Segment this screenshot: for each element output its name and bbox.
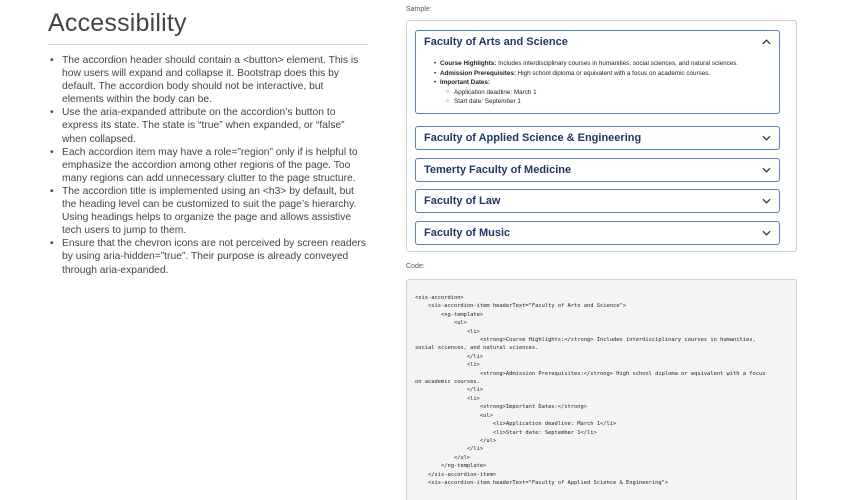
- page-title: Accessibility: [48, 8, 368, 45]
- accordion-header-button[interactable]: [416, 190, 779, 212]
- accordion-title: Temerty Faculty of Medicine: [424, 164, 572, 176]
- list-item: ○ Start date: September 1: [454, 97, 771, 107]
- list-item: • Ensure that the chevron icons are not perceived by screen readers by using aria-hidden=”true”. Their purpose is already conveyed through aria-expanded.: [62, 237, 368, 276]
- chevron-up-icon: [761, 37, 771, 47]
- accordion-title: Faculty of Applied Science & Engineering: [424, 132, 642, 144]
- accordion-title: Faculty of Arts and Science: [424, 36, 568, 48]
- accordion-header-button[interactable]: [416, 159, 779, 181]
- accordion-title: Faculty of Music: [424, 227, 511, 239]
- list-item: • Each accordion item may have a role=”region” only if is helpful to emphasize the accordion among other regions of the page. Too many regions can add unnecessary clutter to the page structure.: [62, 146, 368, 185]
- list-item: • Course Highlights: Includes interdisciplinary courses in humanities, social sciences, and natural sciences.: [440, 59, 771, 69]
- code-label: Code:: [406, 263, 425, 270]
- accordion-item-arts-science: [415, 30, 780, 114]
- chevron-down-icon: [761, 165, 771, 175]
- accordion-title: Faculty of Law: [424, 195, 501, 207]
- list-item: • The accordion header should contain a <button> element. This is how users will expand and collapse it. Bootstrap does this by default. The accordion body should not be interactive, but elements within the body can be.: [62, 54, 368, 106]
- accordion-item-law: [415, 189, 780, 213]
- list-item: • Admission Prerequisites: High school diploma or equivalent with a focus on academic courses.: [440, 69, 771, 79]
- accordion-header-button[interactable]: [416, 31, 779, 53]
- chevron-down-icon: [761, 196, 771, 206]
- sample-label: Sample:: [406, 6, 432, 13]
- accessibility-list: [48, 54, 368, 277]
- accordion-item-applied-science: [415, 126, 780, 150]
- accordion-body: [416, 53, 779, 113]
- list-item: • Use the aria-expanded attribute on the accordion’s button to express its state. The state is “true” when expanded, or “false” when collapsed.: [62, 106, 368, 145]
- chevron-down-icon: [761, 133, 771, 143]
- accordion-header-button[interactable]: [416, 222, 779, 244]
- accordion-header-button[interactable]: [416, 127, 779, 149]
- chevron-down-icon: [761, 228, 771, 238]
- code-text: <sis-accordion> <sis-accordion-item headerText="Faculty of Arts and Science"> <ng-template> <ul> <li> <strong>Course Highlights:</strong> Includes interdisciplinary courses in humanities, social sciences, and natural sciences. </li> <li> <strong>Admission Prerequisites:</strong> High school diploma or equivalent with a focus on academic courses. </li> <li> <strong>Important Dates:</strong> <ul> <li>Application deadline: March 1</li> <li>Start date: September 1</li> </ul> </li> </ul> </ng-template> </sis-accordion-item> <sis-accordion-item headerText="Faculty of Applied Science & Engineering">: [415, 295, 766, 486]
- sample-box: [406, 20, 797, 252]
- accessibility-panel: [48, 8, 368, 277]
- list-item: • Important Dates: ○ Application deadline: March 1 ○ Start date: September 1: [440, 78, 771, 107]
- accordion-item-music: [415, 221, 780, 245]
- code-block: [406, 279, 797, 500]
- list-item: • The accordion title is implemented using an <h3> by default, but the heading level can be customized to suit the page’s hierarchy. Using headings helps to organize the page and allows assistive tech users to jump to them.: [62, 185, 368, 237]
- accordion-item-medicine: [415, 158, 780, 182]
- list-item: ○ Application deadline: March 1: [454, 88, 771, 98]
